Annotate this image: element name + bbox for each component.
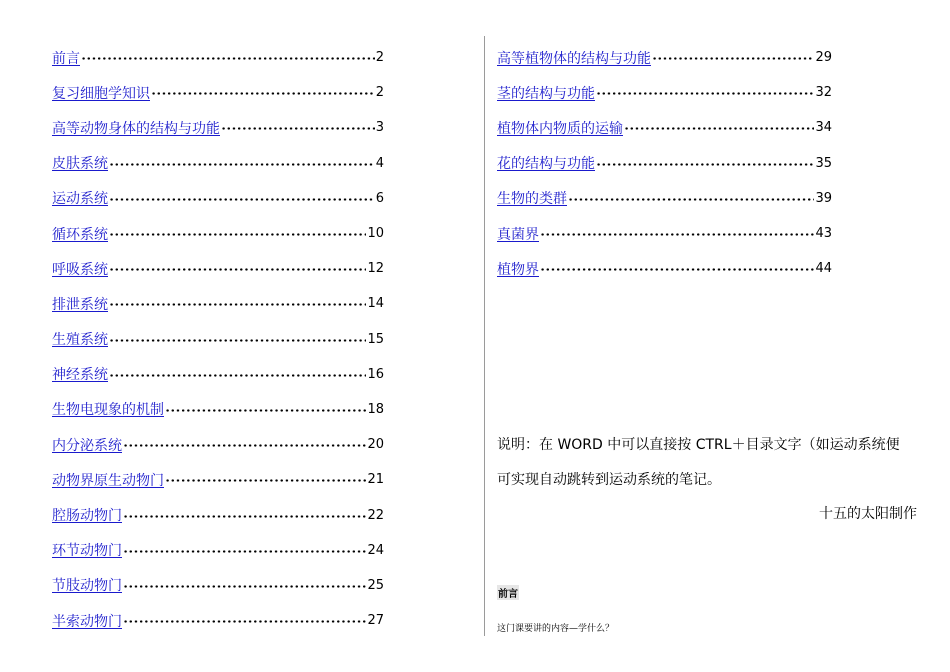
toc-entry-link[interactable]: 前言 [52,50,80,67]
toc-entry [497,75,832,110]
toc-entry [52,392,384,427]
toc-dot-leader [123,515,366,518]
toc-entry-link[interactable]: 神经系统 [52,367,108,384]
usage-note-line-2: 可实现自动跳转到运动系统的笔记。 [497,472,721,488]
toc-entry-link[interactable]: 高等动物身体的结构与功能 [52,120,220,137]
toc-entry-link[interactable]: 复习细胞学知识 [52,85,150,102]
toc-page-number: 43 [815,226,832,242]
toc-entry-link[interactable]: 皮肤系统 [52,156,108,173]
toc-page-number: 22 [367,507,384,523]
toc-dot-leader [109,163,375,166]
toc-dot-leader [123,444,366,447]
toc-entry [52,533,384,568]
toc-dot-leader [123,620,366,623]
toc-dot-leader [540,268,814,271]
toc-page-number: 16 [367,366,384,382]
toc-entry-link[interactable]: 真菌界 [497,226,539,243]
toc-entry-link[interactable]: 环节动物门 [52,543,122,560]
toc-entry-link[interactable]: 内分泌系统 [52,437,122,454]
toc-entry [52,322,384,357]
toc-entry [52,462,384,497]
toc-entry [497,110,832,145]
toc-entry-link[interactable]: 排泄系统 [52,296,108,313]
toc-dot-leader [165,409,366,412]
author-signature: 十五的太阳制作 [819,506,917,522]
toc-dot-leader [596,163,814,166]
usage-note-line-1: 说明：在 WORD 中可以直接按 CTRL＋目录文字（如运动系统便 [497,437,900,453]
toc-entry [52,110,384,145]
toc-left-column [52,40,384,638]
toc-entry [52,75,384,110]
toc-entry-link[interactable]: 循环系统 [52,226,108,243]
toc-dot-leader [596,92,814,95]
toc-entry [52,357,384,392]
toc-entry [52,146,384,181]
toc-dot-leader [624,127,814,130]
toc-entry-link[interactable]: 植物体内物质的运输 [497,120,623,137]
toc-entry-link[interactable]: 节肢动物门 [52,578,122,595]
toc-entry-link[interactable]: 动物界原生动物门 [52,472,164,489]
usage-note [497,428,922,498]
toc-entry [52,286,384,321]
toc-entry-link[interactable]: 运动系统 [52,191,108,208]
toc-dot-leader [109,198,375,201]
toc-dot-leader [151,92,375,95]
toc-entry [52,568,384,603]
toc-page-number: 32 [815,85,832,101]
toc-dot-leader [165,479,366,482]
toc-entry [497,181,832,216]
toc-entry-link[interactable]: 生物电现象的机制 [52,402,164,419]
toc-page-number: 27 [367,613,384,629]
toc-entry-link[interactable]: 生物的类群 [497,191,567,208]
toc-dot-leader [221,127,375,130]
column-divider [484,36,485,636]
toc-dot-leader [109,374,366,377]
toc-page-number: 39 [815,190,832,206]
toc-entry-link[interactable]: 茎的结构与功能 [497,85,595,102]
toc-page-number: 12 [367,261,384,277]
toc-page-number: 14 [367,296,384,312]
toc-entry [497,40,832,75]
preface-first-line: 这门课要讲的内容—学什么？ [497,624,615,634]
toc-page-number: 2 [375,50,384,66]
toc-entry [52,251,384,286]
toc-page-number: 3 [375,120,384,136]
toc-page-number: 10 [367,226,384,242]
toc-entry [497,216,832,251]
toc-page-number: 21 [367,472,384,488]
toc-entry [497,146,832,181]
toc-page-number: 24 [367,542,384,558]
toc-page-number: 29 [815,50,832,66]
toc-dot-leader [109,303,366,306]
toc-entry [52,181,384,216]
toc-entry [52,216,384,251]
toc-page-number: 18 [367,401,384,417]
toc-entry-link[interactable]: 半索动物门 [52,613,122,630]
toc-page-number: 25 [367,577,384,593]
toc-entry [52,427,384,462]
toc-entry-link[interactable]: 腔肠动物门 [52,508,122,525]
toc-page-number: 35 [815,155,832,171]
toc-dot-leader [568,198,814,201]
toc-dot-leader [540,233,814,236]
toc-entry [52,603,384,638]
toc-entry-link[interactable]: 生殖系统 [52,332,108,349]
toc-entry-link[interactable]: 花的结构与功能 [497,156,595,173]
toc-page-number: 34 [815,120,832,136]
toc-dot-leader [81,57,375,60]
toc-page-number: 15 [367,331,384,347]
toc-dot-leader [123,585,366,588]
toc-dot-leader [123,550,366,553]
toc-right-column [497,40,832,286]
toc-entry-link[interactable]: 呼吸系统 [52,261,108,278]
toc-entry-link[interactable]: 植物界 [497,261,539,278]
toc-dot-leader [109,268,366,271]
toc-dot-leader [109,233,366,236]
toc-page-number: 2 [375,85,384,101]
toc-page-number: 6 [375,190,384,206]
toc-entry [497,251,832,286]
toc-entry [52,40,384,75]
toc-dot-leader [652,57,814,60]
preface-heading: 前言 [497,585,519,600]
toc-page-number: 4 [375,155,384,171]
toc-page-number: 20 [367,437,384,453]
toc-entry-link[interactable]: 高等植物体的结构与功能 [497,50,651,67]
toc-dot-leader [109,339,366,342]
toc-entry [52,497,384,532]
toc-page-number: 44 [815,261,832,277]
